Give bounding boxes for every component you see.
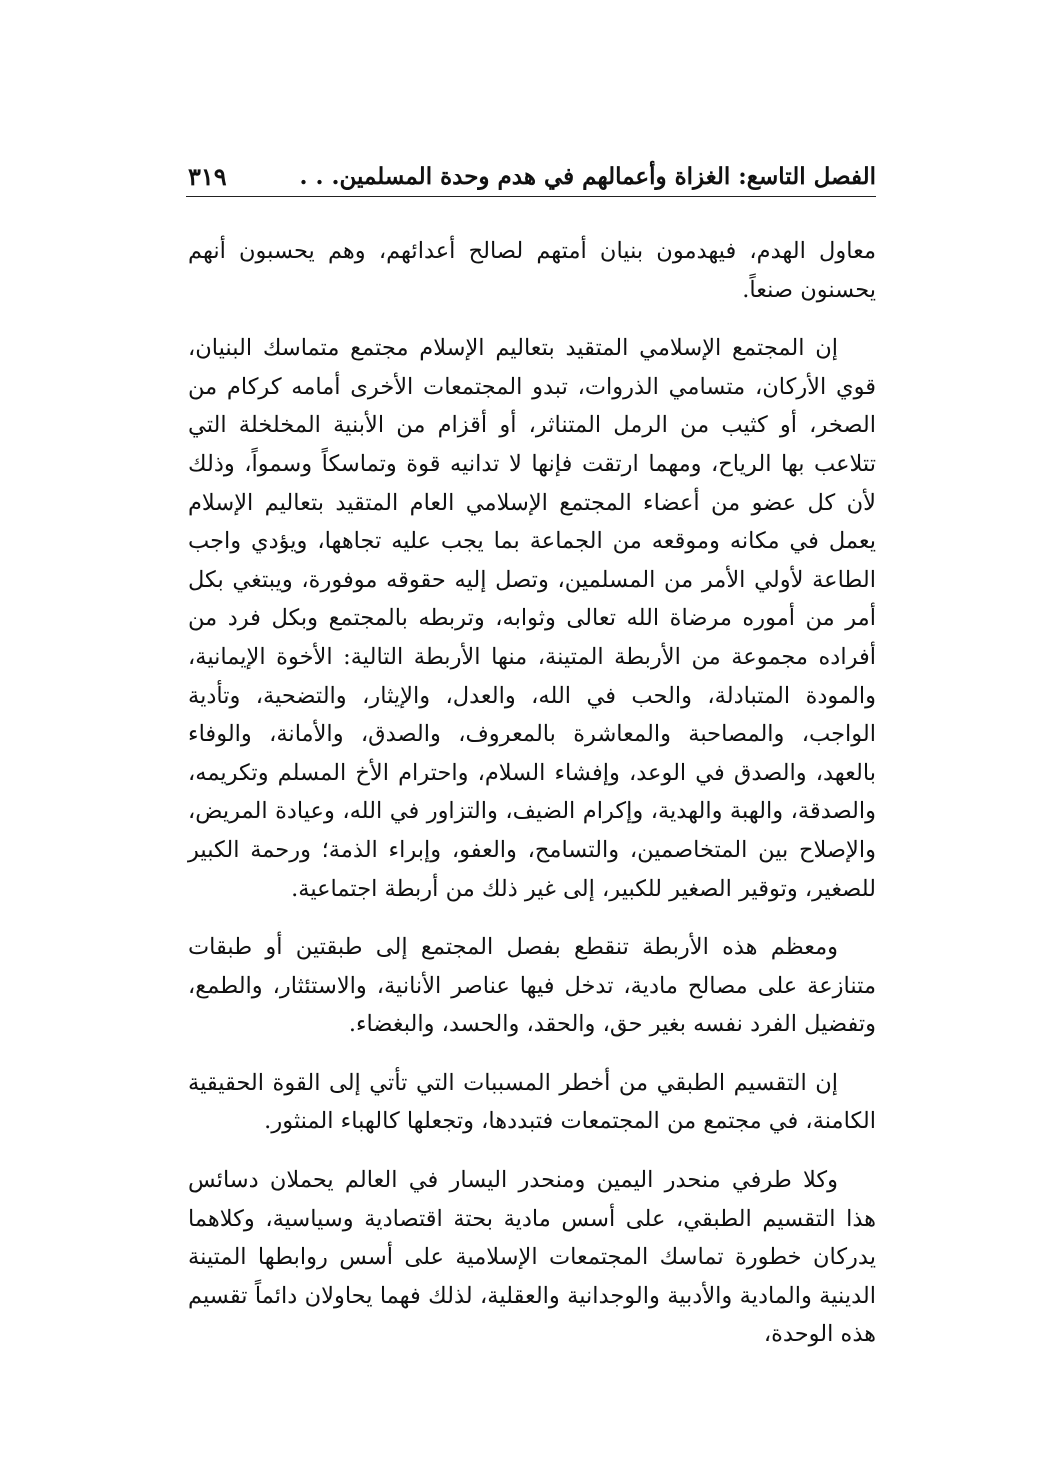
- page-number: ٣١٩: [188, 161, 227, 191]
- paragraph: وكلا طرفي منحدر اليمين ومنحدر اليسار في العالم يحملان دسائس هذا التقسيم الطبقي، على أسس مادية بحتة اقتصادية وسياسية، وكلاهما يدركان خطورة تماسك المجتمعات الإسلامية على أسس روابطها المتينة الدينية والمادية والأدبية والوجدانية والعقلية، لذلك فهما يحاولان دائماً تقسيم هذه الوحدة،: [188, 1167, 876, 1348]
- paragraph: معاول الهدم، فيهدمون بنيان أمتهم لصالح أعدائهم، وهم يحسبون أنهم يحسنون صنعاً.: [188, 238, 876, 303]
- header-rule: [186, 196, 876, 197]
- paragraph: إن المجتمع الإسلامي المتقيد بتعاليم الإسلام مجتمع متماسك البنيان، قوي الأركان، متسامي الذروات، تبدو المجتمعات الأخرى أمامه كركام من الصخر، أو كثيب من الرمل المتناثر، أو أقزام من الأبنية المخلخلة التي تتلاعب بها الرياح، ومهما ارتقت فإنها لا تدانيه قوة وتماسكاً وسمواً، وذلك لأن كل عضو من أعضاء المجتمع الإسلامي العام المتقيد بتعاليم الإسلام يعمل في مكانه وموقعه من الجماعة بما يجب عليه تجاهها، ويؤدي واجب الطاعة لأولي الأمر من المسلمين، وتصل إليه حقوقه موفورة، ويبتغي بكل أمر من أموره مرضاة الله تعالى وثوابه، وتربطه بالمجتمع وبكل فرد من أفراده مجموعة من الأربطة المتينة، منها الأربطة التالية: الأخوة الإيمانية، والمودة المتبادلة، والحب في الله، والعدل، والإيثار، والتضحية، وتأدية الواجب، والمصاحبة والمعاشرة بالمعروف، والصدق، والأمانة، والوفاء بالعهد، والصدق في الوعد، وإفشاء السلام، واحترام الأخ المسلم وتكريمه، والصدقة، والهبة والهدية، وإكرام الضيف، والتزاور في الله، وعيادة المريض، والإصلاح بين المتخاصمين، والتسامح، والعفو، وإبراء الذمة؛ ورحمة الكبير للصغير، وتوقير الصغير للكبير، إلى غير ذلك من أربطة اجتماعية.: [188, 335, 876, 902]
- paragraph: إن التقسيم الطبقي من أخطر المسببات التي تأتي إلى القوة الحقيقية الكامنة، في مجتمع من المجتمعات فتبددها، وتجعلها كالهباء المنثور.: [188, 1069, 876, 1135]
- page-header: [188, 158, 876, 194]
- paragraph: ومعظم هذه الأربطة تنقطع بفصل المجتمع إلى طبقتين أو طبقات متنازعة على مصالح مادية، تدخل فيها عناصر الأنانية، والاستئثار، والطمع، وتفضيل الفرد نفسه بغير حق، والحقد، والحسد، والبغضاء.: [188, 934, 876, 1038]
- body-text: [188, 232, 876, 1374]
- running-title: الفصل التاسع: الغزاة وأعمالهم في هدم وحدة المسلمين. . .: [299, 162, 876, 190]
